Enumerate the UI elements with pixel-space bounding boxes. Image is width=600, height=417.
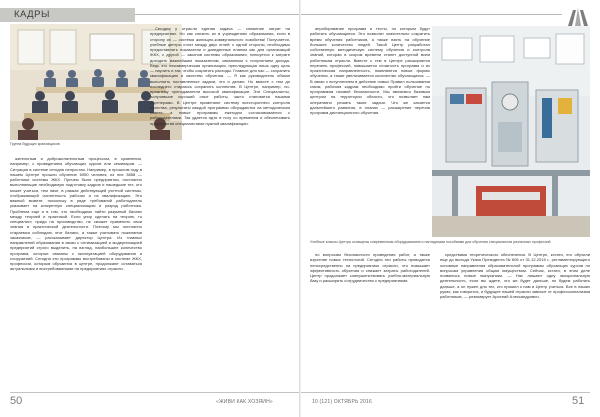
right-column-3	[440, 252, 590, 389]
left-footer-rule	[10, 392, 300, 393]
left-column-2-text: Сегодня у отрасли единая задача — снижение затрат на предприятиях. Но как снизить их в учреждениях образования, если в сторону их — система жилищно-коммунального хозяйства! Получается, учебные центры стоят между двух огней: с одной стороны, необходимо предоставлять показатели и доведенные планом как для организаций ЖКХ, с другой — законов системы образования, плюсуется к затрате доходить важнейшим показателям, связанным с получением дохода. Ведь это некоммерческая организация, преследующая лишь одну цель — научить и так, чтобы сократить расходы. Главное для нас — сохранить квалификацию и качество обучения. — Я как руководитель обязан выполнить поставленные задачи, что и делаю. Но вместе с тем до последнего стараюсь сохранить коллектив. В Центре, например, по-прежнему преподаватели высокой квалификации. Эти Специалисты, получившие хороший опыт работы, часто становятся нашими партнерами. В Центре применяют систему всестороннего контроля качества, результаты каждой программы обсуждаются на методическом совете, а новые программы ежегодно согласовываются с работодателями. Так удается идти в ногу со временем и обеспечивать предприятия специалистами нужной квалификации.	[150, 26, 290, 126]
left-column-1	[10, 156, 142, 389]
right-column-3-text: средствами теоретического обеспечения. В Центре, кстати, его обучили еще до выхода Указа Президента № 606 от 31.12.2015 г., регламентирующего основные направления образовательной программы обучающих курсов по вопросам управления общим имуществом. Сейчас, кстати, в этом деле появились новые выпускники. — Нас лишают одну эмоциональную деятельность, если вы ждете, что же будет дальше, но будем работать дальше, а он нужен для тех, кто пришел к нам в Центр учиться. Все в наших руках, как говорится, и будущее нашей отрасли зависит от профессионализма работников, — резюмирует Арсений Александрович.	[440, 252, 590, 299]
left-column-2	[150, 26, 290, 388]
right-page-number: 51	[572, 395, 585, 407]
issue-label: 10 (121) ОКТЯБРЬ 2016	[312, 399, 372, 405]
section-title: КАДРЫ	[14, 9, 50, 20]
right-column-1-text: апробирование программ и тесты, по которым будут работать обучающиеся. Это позволит значительно сократить время обучения работников, а также взять на обучение большее количество людей. Такой Центр разработал собственную методическую систему обучения и контроля знаний, которая в скором времени станет доступной всем работникам отрасли. Вместе с тем в Центре расширяется перечень профессий, повышается сложность программ и их практическая направленность, появляются новые формы обучения, а также увеличивается количество обучающихся. — В связи с вступлением в действие новых Правил пользования газом, рабочим кадрам необходимо пройти обучение по программам газовой безопасности. Мы являемся базовым центром на территории области, что позволяет нам оперативно решать такие задачи. Что же касается дальнейшего развития, в планах — расширение перечня программ дистанционного обучения.	[310, 26, 430, 115]
header-rule	[135, 14, 300, 15]
left-page-number: 50	[10, 395, 23, 407]
right-column-2	[310, 252, 430, 389]
left-column-1-text: жительным и доброжелательным процессом, в сравнении, например, с проведением обучающих курсов или семинаров. — Ситуация в системе сегодня непростая. Например, в прошлом году в нашем Центре прошли обучение 6950 человек, из них 3858 — работники системы ЖКХ. Причем были предприятия, постоянно выполняющие необходимую подготовку кадров и нашедшие тех, кто может учиться, тем паче, в рамках действующей учетной системы, отображающей численность рабочих и их квалификацию. Это важный момент, поскольку в ряде требований работодатель указывает на конкретную специализацию и разряд работника. Проблема еще и в том, что необходимо найти разумный баланс между теорией и практикой. Если упор сделать на теорию, то специалист, придя на производство, не сможет применить свои знания в практической деятельности. Поэтому мы постоянно стараемся соблюдать этот баланс, а также учитывать пожелания заказчиков, — рассказывает директор Центра. Из главных направлений образования в связи с оптимизацией и модернизацией предприятий строго выделить, на взгляд, наибольшее количество программ, которые связаны с эксплуатацией оборудования и сооружений. Сегодня эти программы востребованы в системе ЖКХ, профессии, которым обучаются в центре, продолжают оставаться актуальными и востребованными на предприятиях отрасли.	[10, 156, 142, 272]
right-photo-caption: Учебные классы Центра оснащены современным оборудованием и наглядными пособиями для обучения специалистов различных профессий	[310, 240, 551, 244]
lab-photo	[432, 26, 590, 237]
header-rule-right	[300, 14, 562, 15]
right-footer-rule	[300, 392, 590, 393]
left-photo-caption: Группа будущих крановщиков	[10, 142, 60, 146]
right-page	[300, 0, 600, 417]
magazine-logo-icon	[566, 6, 590, 28]
page-spine	[299, 0, 301, 417]
right-column-2-text: по вопросам безопасности проведения работ, а также изучение новых технологий. Сегодня эти работы проводятся непосредственно на предприятиях отрасли, что повышает эффективность обучения и снижает затраты работодателей. Центр продолжает совершенствовать учебно-материальную базу и расширять сотрудничество с предприятиями.	[310, 252, 430, 284]
right-column-1	[310, 26, 430, 238]
magazine-title: «ЖИВИ КАК ХОЗЯИН»	[216, 399, 273, 405]
